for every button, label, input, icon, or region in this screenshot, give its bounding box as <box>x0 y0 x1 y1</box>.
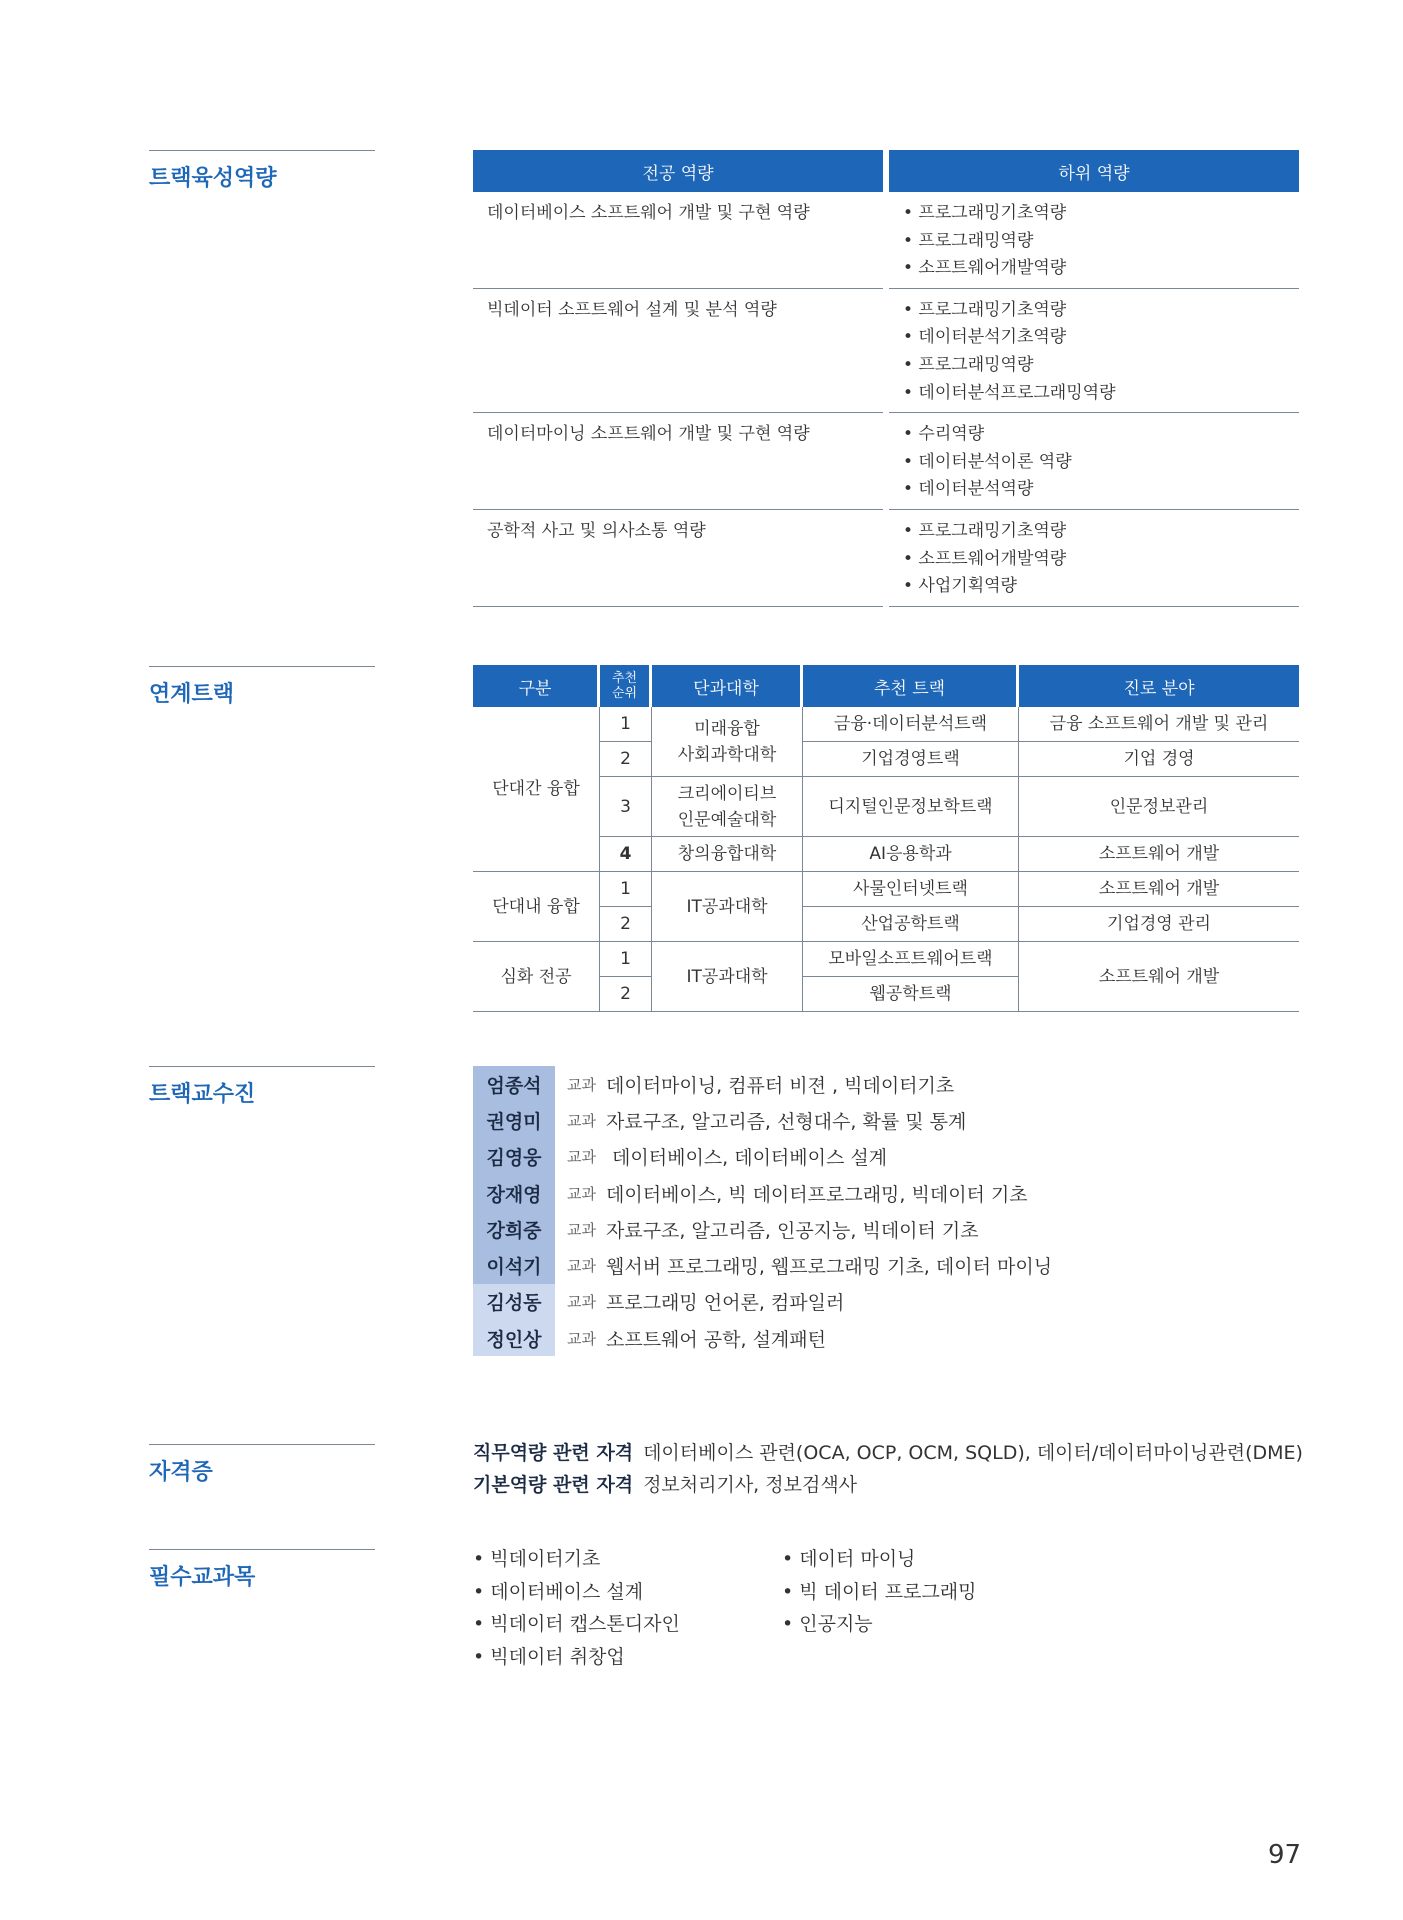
header-major-competency: 전공 역량 <box>473 150 883 192</box>
faculty-name: 엄종석 <box>473 1066 555 1102</box>
college-cell: 창의융합대학 <box>652 837 803 872</box>
header-rank: 추천 순위 <box>600 665 652 707</box>
faculty-row <box>473 1066 1052 1102</box>
rank-cell: 1 <box>600 942 652 977</box>
sub-competency-item: • 수리역량 <box>903 424 985 445</box>
major-competency-cell: 공학적 사고 및 의사소통 역량 <box>473 510 883 607</box>
rank-cell: 2 <box>600 907 652 942</box>
sub-competency-item: • 프로그래밍기초역량 <box>903 299 1067 320</box>
certificate-value: 데이터베이스 관련(OCA, OCP, OCM, SQLD), 데이터/데이터마이닝관련(DME) <box>643 1442 1303 1464</box>
sub-competency-item: • 데이터분석이론 역량 <box>903 451 1072 472</box>
subject-tag: 교과 <box>567 1111 596 1130</box>
sub-competency-item: • 소프트웨어개발역량 <box>903 548 1067 569</box>
table-row <box>473 192 1299 289</box>
sub-competency-cell <box>889 413 1299 510</box>
college-cell: IT공과대학 <box>652 872 803 942</box>
certificate-label: 직무역량 관련 자격 <box>473 1442 634 1464</box>
sub-competency-item: • 소프트웨어개발역량 <box>903 258 1067 279</box>
faculty-name: 김영웅 <box>473 1139 555 1175</box>
track-cell: 디지털인문정보학트랙 <box>803 777 1019 837</box>
faculty-row <box>473 1211 1052 1247</box>
subject-tag: 교과 <box>567 1220 596 1239</box>
subject-tag: 교과 <box>567 1075 596 1094</box>
table-row <box>473 413 1299 510</box>
career-cell: 금융 소프트웨어 개발 및 관리 <box>1019 707 1299 742</box>
rank-cell: 4 <box>600 837 652 872</box>
required-course-item: • 빅데이터 캡스톤디자인 <box>473 1608 680 1641</box>
sub-competency-item: • 프로그래밍역량 <box>903 354 1034 375</box>
faculty-name: 권영미 <box>473 1102 555 1138</box>
faculty-row <box>473 1102 1052 1138</box>
track-cell: 기업경영트랙 <box>803 742 1019 777</box>
required-courses-col-2 <box>782 1543 977 1641</box>
section-title-certificate: 자격증 <box>149 1444 375 1486</box>
header-career: 진로 분야 <box>1019 665 1299 707</box>
subject-tag: 교과 <box>567 1293 596 1312</box>
faculty-subjects: 소프트웨어 공학, 설계패턴 <box>605 1328 826 1351</box>
rank-cell: 1 <box>600 707 652 742</box>
faculty-subjects: 데이터베이스, 빅 데이터프로그래밍, 빅데이터 기초 <box>605 1183 1028 1206</box>
faculty-subjects: 자료구조, 알고리즘, 선형대수, 확률 및 통계 <box>605 1110 967 1133</box>
sub-competency-item: • 데이터분석프로그래밍역량 <box>903 382 1116 403</box>
competency-rows <box>473 192 1299 607</box>
major-competency-cell: 데이터베이스 소프트웨어 개발 및 구현 역량 <box>473 192 883 289</box>
sub-competency-cell <box>889 289 1299 413</box>
career-cell: 소프트웨어 개발 <box>1019 872 1299 907</box>
required-courses-col-1 <box>473 1543 680 1673</box>
group-cell: 단대내 융합 <box>473 872 600 942</box>
certificate-line <box>473 1469 1303 1501</box>
table-row <box>473 289 1299 413</box>
subject-tag: 교과 <box>567 1257 596 1276</box>
required-course-item: • 데이터베이스 설계 <box>473 1576 680 1609</box>
table-row <box>473 872 1299 907</box>
faculty-subjects: 웹서버 프로그래밍, 웹프로그래밍 기초, 데이터 마이닝 <box>605 1256 1053 1279</box>
faculty-row <box>473 1175 1052 1211</box>
track-cell: 사물인터넷트랙 <box>803 872 1019 907</box>
certificate-line <box>473 1437 1303 1469</box>
group-cell: 단대간 융합 <box>473 707 600 872</box>
faculty-subjects: 자료구조, 알고리즘, 인공지능, 빅데이터 기초 <box>605 1219 979 1242</box>
certificate-label: 기본역량 관련 자격 <box>473 1474 634 1496</box>
career-cell: 인문정보관리 <box>1019 777 1299 837</box>
faculty-list <box>473 1066 1052 1356</box>
college-cell: IT공과대학 <box>652 942 803 1012</box>
career-cell: 소프트웨어 개발 <box>1019 837 1299 872</box>
sub-competency-cell <box>889 192 1299 289</box>
sub-competency-item: • 데이터분석기초역량 <box>903 327 1067 348</box>
competency-table <box>473 150 1299 607</box>
header-college: 단과대학 <box>652 665 803 707</box>
subject-tag: 교과 <box>567 1148 596 1167</box>
required-course-item: • 인공지능 <box>782 1608 977 1641</box>
faculty-subjects: 데이터베이스, 데이터베이스 설계 <box>605 1147 888 1170</box>
faculty-row <box>473 1320 1052 1356</box>
faculty-row <box>473 1284 1052 1320</box>
certificate-value: 정보처리기사, 정보검색사 <box>643 1474 858 1496</box>
subject-tag: 교과 <box>567 1329 596 1348</box>
faculty-name: 장재영 <box>473 1175 555 1211</box>
required-course-item: • 빅데이터 취창업 <box>473 1641 680 1674</box>
career-cell: 기업경영 관리 <box>1019 907 1299 942</box>
required-course-item: • 빅데이터기초 <box>473 1543 680 1576</box>
track-cell: AI응용학과 <box>803 837 1019 872</box>
sub-competency-cell <box>889 510 1299 607</box>
rank-cell: 2 <box>600 977 652 1012</box>
faculty-name: 강희중 <box>473 1211 555 1247</box>
career-cell: 기업 경영 <box>1019 742 1299 777</box>
required-course-item: • 데이터 마이닝 <box>782 1543 977 1576</box>
group-cell: 심화 전공 <box>473 942 600 1012</box>
faculty-name: 이석기 <box>473 1247 555 1283</box>
sub-competency-item: • 데이터분석역량 <box>903 479 1034 500</box>
rank-cell: 3 <box>600 777 652 837</box>
college-cell: 크리에이티브 인문예술대학 <box>652 777 803 837</box>
required-course-item: • 빅 데이터 프로그래밍 <box>782 1576 977 1609</box>
sub-competency-item: • 프로그래밍기초역량 <box>903 520 1067 541</box>
certificate-list <box>473 1437 1303 1501</box>
section-title-linked-track: 연계트랙 <box>149 666 375 708</box>
page-number: 97 <box>1268 1840 1302 1870</box>
major-competency-cell: 빅데이터 소프트웨어 설계 및 분석 역량 <box>473 289 883 413</box>
faculty-name: 김성동 <box>473 1284 555 1320</box>
major-competency-cell: 데이터마이닝 소프트웨어 개발 및 구현 역량 <box>473 413 883 510</box>
faculty-subjects: 프로그래밍 언어론, 컴파일러 <box>605 1292 845 1315</box>
header-category: 구분 <box>473 665 600 707</box>
faculty-subjects: 데이터마이닝, 컴퓨터 비젼 , 빅데이터기초 <box>605 1074 955 1097</box>
faculty-row <box>473 1247 1052 1283</box>
competency-table-header <box>473 150 1299 192</box>
section-title-competency: 트랙육성역량 <box>149 150 375 192</box>
header-sub-competency: 하위 역량 <box>889 150 1299 192</box>
track-cell: 웹공학트랙 <box>803 977 1019 1012</box>
sub-competency-item: • 프로그래밍기초역량 <box>903 203 1067 223</box>
rank-cell: 1 <box>600 872 652 907</box>
table-row <box>473 510 1299 607</box>
faculty-name: 정인상 <box>473 1320 555 1356</box>
track-cell: 모바일소프트웨어트랙 <box>803 942 1019 977</box>
faculty-row <box>473 1139 1052 1175</box>
subject-tag: 교과 <box>567 1184 596 1203</box>
track-cell: 금융·데이터분석트랙 <box>803 707 1019 742</box>
track-cell: 산업공학트랙 <box>803 907 1019 942</box>
table-row <box>473 942 1299 977</box>
rank-cell: 2 <box>600 742 652 777</box>
sub-competency-item: • 사업기획역량 <box>903 576 1017 597</box>
header-track: 추천 트랙 <box>803 665 1019 707</box>
college-cell: 미래융합 사회과학대학 <box>652 707 803 777</box>
section-title-required: 필수교과목 <box>149 1549 375 1591</box>
table-row <box>473 707 1299 742</box>
linked-track-table <box>473 665 1299 1012</box>
section-title-faculty: 트랙교수진 <box>149 1066 375 1108</box>
sub-competency-item: • 프로그래밍역량 <box>903 230 1034 251</box>
career-cell: 소프트웨어 개발 <box>1019 942 1299 1012</box>
